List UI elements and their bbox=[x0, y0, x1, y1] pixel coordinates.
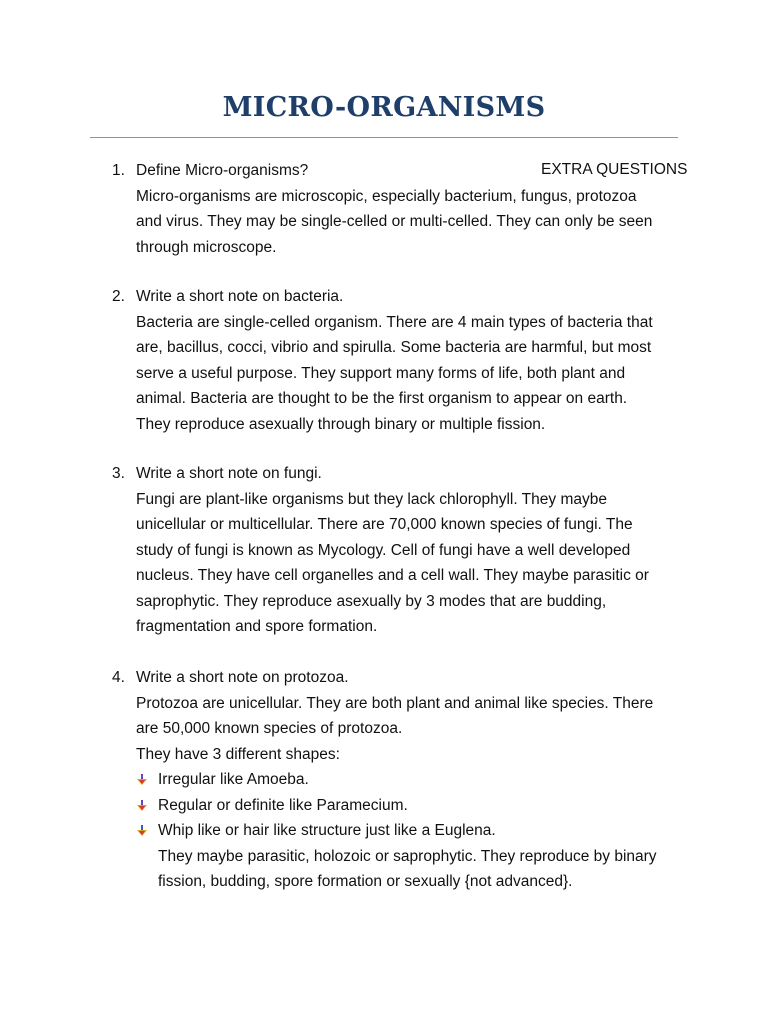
answer-line: through microscope. bbox=[136, 238, 277, 256]
question-prompt: Write a short note on fungi. bbox=[136, 465, 322, 482]
question-number: 4. bbox=[112, 669, 125, 686]
bullet-text: Whip like or hair like structure just like a Euglena. bbox=[158, 822, 496, 839]
title-underline bbox=[90, 137, 678, 138]
arrow-bullet-icon bbox=[136, 825, 148, 837]
answer-line: nucleus. They have cell organelles and a cell wall. They maybe parasitic or bbox=[136, 567, 649, 584]
question-prompt: Write a short note on bacteria. bbox=[136, 288, 344, 305]
answer-line: They reproduce asexually through binary or multiple fission. bbox=[136, 415, 546, 433]
answer-line: and virus. They may be single-celled or multi-celled. They can only be seen bbox=[136, 213, 653, 230]
bullet-item bbox=[136, 793, 682, 819]
bullet-text: Irregular like Amoeba. bbox=[158, 771, 309, 788]
question-2 bbox=[112, 284, 682, 437]
answer-line: They have 3 different shapes: bbox=[136, 745, 340, 763]
question-number: 3. bbox=[112, 465, 125, 482]
answer-line: fission, budding, spore formation or sexually {not advanced}. bbox=[158, 873, 573, 890]
question-prompt: Write a short note on protozoa. bbox=[136, 669, 349, 686]
bullet-text: Regular or definite like Paramecium. bbox=[158, 796, 408, 814]
answer-line: are 50,000 known species of protozoa. bbox=[136, 720, 403, 737]
answer-line: animal. Bacteria are thought to be the first organism to appear on earth. bbox=[136, 390, 628, 407]
answer-line: Protozoa are unicellular. They are both plant and animal like species. There bbox=[136, 694, 654, 712]
answer-line: They maybe parasitic, holozoic or saprophytic. They reproduce by binary bbox=[158, 847, 657, 865]
answer-line: Bacteria are single-celled organism. There are 4 main types of bacteria that bbox=[136, 313, 653, 331]
answer-line: fragmentation and spore formation. bbox=[136, 618, 378, 635]
arrow-bullet-icon bbox=[136, 774, 148, 786]
arrow-bullet-icon bbox=[136, 800, 148, 812]
answer-line: unicellular or multicellular. There are 70,000 known species of fungi. The bbox=[136, 516, 633, 533]
answer-line: Fungi are plant-like organisms but they lack chlorophyll. They maybe bbox=[136, 490, 607, 508]
question-number: 2. bbox=[112, 288, 125, 305]
page-title: MICRO-ORGANISMS bbox=[222, 92, 546, 123]
answer-line: study of fungi is known as Mycology. Cell of fungi have a well developed bbox=[136, 541, 631, 559]
question-3 bbox=[112, 461, 682, 640]
bullet-item bbox=[136, 818, 682, 844]
answer-line: Micro-organisms are microscopic, especially bacterium, fungus, protozoa bbox=[136, 187, 637, 205]
answer-line: serve a useful purpose. They support many forms of life, both plant and bbox=[136, 364, 626, 382]
answer-line: are, bacillus, cocci, vibrio and spirulla. Some bacteria are harmful, but most bbox=[136, 339, 652, 356]
extra-questions-label: EXTRA QUESTIONS bbox=[541, 161, 688, 178]
question-prompt: Define Micro-organisms? bbox=[136, 162, 309, 179]
question-4 bbox=[112, 665, 682, 895]
answer-line: saprophytic. They reproduce asexually by 3 modes that are budding, bbox=[136, 592, 607, 610]
question-number: 1. bbox=[112, 162, 125, 179]
question-1 bbox=[112, 158, 682, 260]
bullet-item bbox=[136, 767, 682, 793]
